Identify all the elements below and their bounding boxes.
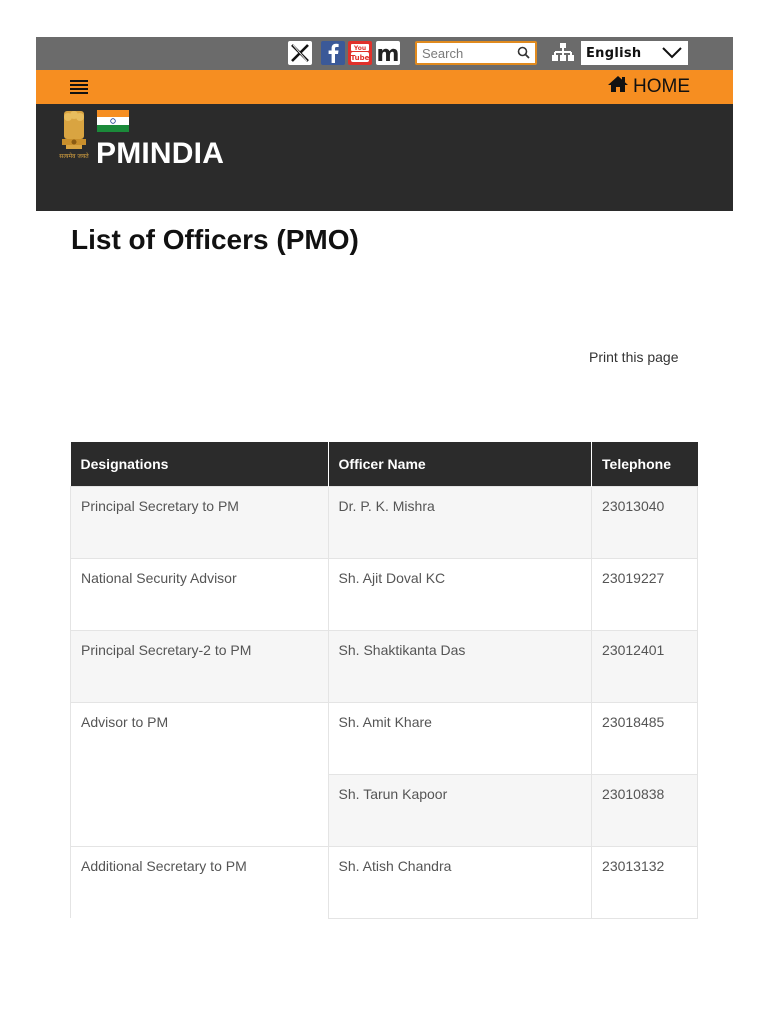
column-header-designations: Designations: [71, 442, 329, 486]
designation-cell: Additional Secretary to PM: [71, 846, 329, 918]
designation-cell: Principal Secretary to PM: [71, 486, 329, 558]
search-icon[interactable]: [517, 46, 530, 64]
menu-icon[interactable]: [70, 80, 88, 94]
top-utility-bar: [36, 37, 733, 70]
home-icon: [607, 75, 629, 99]
svg-text:You: You: [353, 45, 367, 52]
brand-strip: [36, 104, 733, 211]
home-link[interactable]: [607, 75, 690, 99]
svg-text:Tube: Tube: [350, 54, 370, 62]
officer-name-cell: Sh. Atish Chandra: [328, 846, 591, 918]
officer-name-cell: Dr. P. K. Mishra: [328, 486, 591, 558]
officer-name-cell: Sh. Amit Khare: [328, 702, 591, 774]
table-row: [71, 702, 698, 774]
search-box: [415, 41, 537, 65]
x-twitter-icon[interactable]: [288, 41, 312, 65]
officer-name-cell: Sh. Ajit Doval KC: [328, 558, 591, 630]
national-emblem-icon: [56, 107, 92, 163]
chevron-down-icon: [662, 47, 682, 63]
site-logo-text[interactable]: PMINDIA: [96, 137, 225, 170]
column-header-telephone: Telephone: [592, 442, 698, 486]
home-label: HOME: [633, 76, 690, 97]
designation-cell: Advisor to PM: [71, 702, 329, 846]
officers-table: [70, 442, 698, 919]
language-selected: English: [586, 45, 642, 61]
designation-cell: Principal Secretary-2 to PM: [71, 630, 329, 702]
table-header-row: [71, 442, 698, 486]
language-select[interactable]: [581, 41, 688, 65]
sitemap-icon[interactable]: [551, 43, 575, 68]
telephone-cell: 23013132: [592, 846, 698, 918]
table-row: [71, 630, 698, 702]
svg-text:m: m: [377, 42, 399, 64]
india-flag-icon: [97, 110, 129, 132]
page-title: List of Officers (PMO): [71, 224, 359, 255]
print-page-link[interactable]: Print this page: [589, 349, 679, 365]
table-row: [71, 486, 698, 558]
officer-name-cell: Sh. Tarun Kapoor: [328, 774, 591, 846]
designation-cell: National Security Advisor: [71, 558, 329, 630]
telephone-cell: 23018485: [592, 702, 698, 774]
search-input[interactable]: [422, 46, 514, 61]
telephone-cell: 23010838: [592, 774, 698, 846]
facebook-icon[interactable]: [321, 41, 345, 65]
telephone-cell: 23012401: [592, 630, 698, 702]
main-nav-bar: [36, 70, 733, 104]
officer-name-cell: Sh. Shaktikanta Das: [328, 630, 591, 702]
site-header: [36, 37, 733, 211]
mygov-icon[interactable]: [376, 41, 400, 65]
youtube-icon[interactable]: [348, 41, 372, 65]
telephone-cell: 23013040: [592, 486, 698, 558]
table-row: [71, 558, 698, 630]
telephone-cell: 23019227: [592, 558, 698, 630]
svg-text:सत्यमेव जयते: सत्यमेव जयते: [59, 153, 89, 160]
table-row: [71, 846, 698, 918]
column-header-officer-name: Officer Name: [328, 442, 591, 486]
